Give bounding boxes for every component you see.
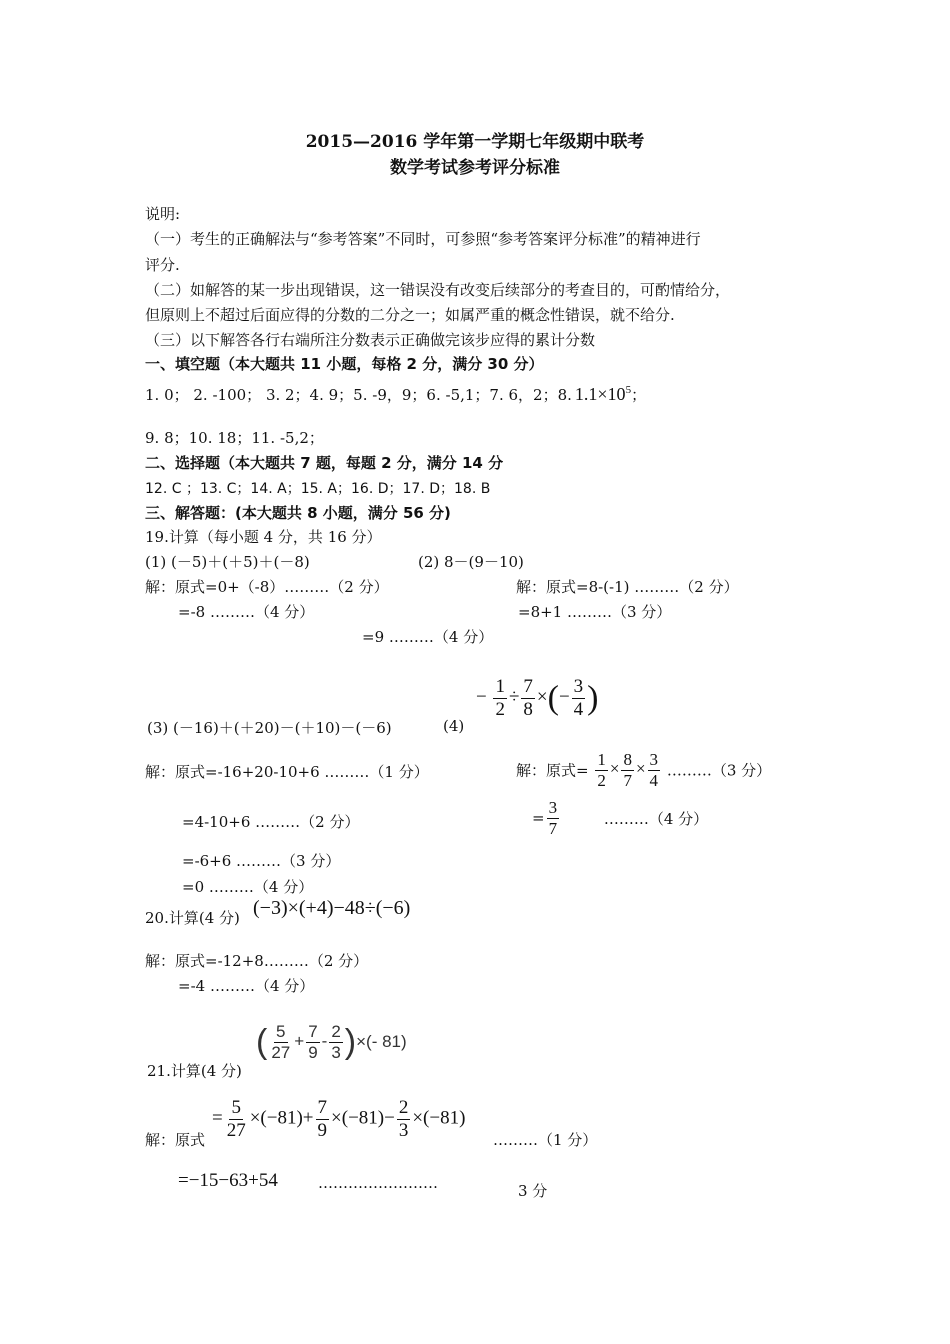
plus-sign: + <box>294 1031 305 1051</box>
q20-step-1: 解：原式=-12+8………（2 分） <box>145 952 369 970</box>
q20-expression: (−3)×(+4)−48÷(−6) <box>253 897 411 919</box>
q19-1: (1) (－5)＋(＋5)＋(－8) <box>145 553 310 571</box>
q19-2-step-2: =8+1 ………（3 分） <box>518 603 672 621</box>
score-note: ………（4 分） <box>603 809 709 828</box>
q21-step-1-score: ………（1 分） <box>493 1131 598 1149</box>
times-sign: × <box>635 758 646 778</box>
intro-item-1b: 评分. <box>145 256 180 274</box>
sci-end: ； <box>631 386 647 404</box>
fraction: $\frac{2}{3}$ <box>331 1022 341 1062</box>
q21-label: 21.计算(4 分) <box>147 1062 242 1080</box>
minus-sign: - <box>321 1031 328 1051</box>
q19-3-step-4: =0 ………（4 分） <box>182 878 314 896</box>
fraction: $\frac{5}{27}$ <box>271 1022 291 1062</box>
term-text: ×(−81)+ <box>249 1107 314 1129</box>
q19-1-step-2: =-8 ………（4 分） <box>178 603 315 621</box>
choice-answers: 12. C ；13. C；14. A；15. A；16. D；17. D；18. B <box>145 481 491 497</box>
multiplier: ×(- 81) <box>356 1032 407 1052</box>
right-paren: ) <box>587 679 599 717</box>
q19-3-step-1: 解：原式=-16+20-10+6 ………（1 分） <box>145 763 429 781</box>
intro-item-3: （三）以下解答各行右端所注分数表示正确做完该步应得的累计分数 <box>145 331 596 349</box>
fraction: $\frac{5}{27}$ <box>226 1097 246 1141</box>
fraction: $\frac{1}{2}$ <box>597 750 606 790</box>
q19-4-expression <box>476 676 599 721</box>
section-2-heading: 二、选择题（本大题共 7 题，每题 2 分，满分 14 分 <box>145 454 504 472</box>
q19-3: (3) (－16)＋(＋20)－(＋10)－(－6) <box>147 719 392 737</box>
minus-sign: − <box>476 686 487 708</box>
intro-item-2b: 但原则上不超过后面应得的分数的二分之一；如属严重的概念性错误，就不给分. <box>145 306 675 324</box>
fraction: $\frac{7}{9}$ <box>308 1022 318 1062</box>
q19-4-step-1-expression <box>593 750 662 790</box>
q20-label: 20.计算(4 分) <box>145 909 240 927</box>
sci-exponent: 5 <box>625 384 632 396</box>
fill-answers-text: 1. 0； 2. -100； 3. 2；4. 9；5. -9，9；6. -5,1；7. 6，2；8. <box>145 386 572 404</box>
q21-expression <box>256 1022 407 1062</box>
fraction: $\frac{7}{8}$ <box>523 676 533 720</box>
times-sign: × <box>609 758 620 778</box>
fraction: $\frac{1}{2}$ <box>495 676 505 720</box>
q20-step-2: =-4 ………（4 分） <box>178 977 315 995</box>
q21-step-1-expression <box>212 1097 465 1142</box>
q19-2-step-3: =9 ………（4 分） <box>362 628 494 646</box>
q19-3-step-3: =-6+6 ………（3 分） <box>182 852 341 870</box>
q19-1-step-1: 解：原式=0+（-8）………（2 分） <box>145 578 389 596</box>
left-paren: ( <box>256 1023 268 1062</box>
fraction: $\frac{2}{3}$ <box>398 1097 409 1141</box>
q19-title: 19.计算（每小题 4 分，共 16 分） <box>145 528 382 546</box>
section-3-heading: 三、解答题：(本大题共 8 小题，满分 56 分) <box>145 504 451 522</box>
q19-2-step-1: 解：原式=8-(-1) ………（2 分） <box>516 578 739 596</box>
fill-answers-line-2: 9. 8；10. 18；11. -5,2； <box>145 429 324 447</box>
fraction: $\frac{3}{4}$ <box>649 750 659 790</box>
divide-sign: ÷ <box>508 686 520 708</box>
equals-sign: = <box>212 1107 223 1129</box>
q19-4-step-1 <box>516 750 771 790</box>
score-note: ………（3 分） <box>666 761 772 780</box>
term-text: ×(−81)− <box>331 1107 395 1129</box>
term-text: ×(−81) <box>412 1107 466 1129</box>
left-paren: ( <box>547 679 559 717</box>
q19-4-step-2 <box>532 798 708 838</box>
intro-heading: 说明: <box>145 205 181 223</box>
q19-4-label: (4) <box>443 717 465 735</box>
fraction: $\frac{3}{4}$ <box>573 676 584 720</box>
page-title: 2015—2016 学年第一学期七年级期中联考 <box>305 132 645 152</box>
fraction: $\frac{8}{7}$ <box>623 750 632 790</box>
q19-2: (2) 8－(9－10) <box>418 553 524 571</box>
fraction: $\frac{7}{9}$ <box>317 1097 328 1141</box>
page-subtitle: 数学考试参考评分标准 <box>390 158 560 178</box>
fraction: $\frac{3}{7}$ <box>548 798 558 838</box>
minus-sign: − <box>558 686 570 708</box>
q21-step-2-dots: …………………… <box>318 1174 438 1192</box>
times-sign: × <box>536 686 548 708</box>
q21-step-2-score: 3 分 <box>518 1182 548 1200</box>
step-prefix: 解：原式= <box>516 761 589 780</box>
fill-answers-line-1 <box>145 384 646 405</box>
section-1-heading: 一、填空题（本大题共 11 小题，每格 2 分，满分 30 分） <box>145 355 544 373</box>
equals-sign: = <box>532 809 545 828</box>
q21-step-2-expression: =−15−63+54 <box>178 1170 278 1191</box>
sci-notation <box>575 384 631 404</box>
q19-3-step-2: =4-10+6 ………（2 分） <box>182 813 360 831</box>
right-paren: ) <box>344 1023 357 1062</box>
intro-item-2a: （二）如解答的某一步出现错误，这一错误没有改变后续部分的考查目的，可酌情给分， <box>145 281 731 299</box>
sci-base: 1.1×10 <box>574 384 626 404</box>
q21-step-1-prefix: 解：原式 <box>145 1131 206 1149</box>
intro-item-1a: （一）考生的正确解法与“参考答案”不同时，可参照“参考答案评分标准”的精神进行 <box>145 230 701 248</box>
